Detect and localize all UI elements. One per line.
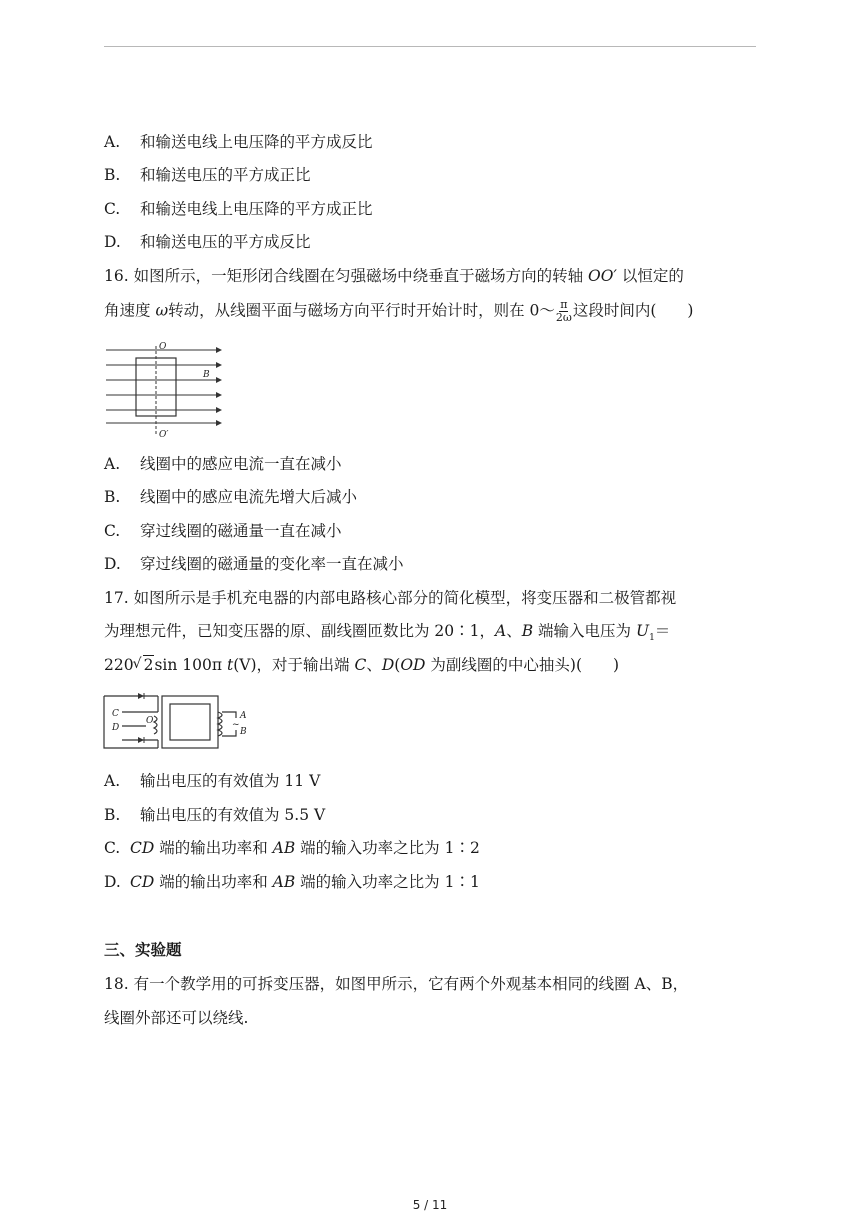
fig-label-o-prime: O′ bbox=[159, 430, 169, 440]
q17-option-c: C. CD 端的输出功率和 AB 端的输入功率之比为 1∶2 bbox=[104, 839, 480, 857]
q15-option-a: A. 和输送电线上电压降的平方成反比 bbox=[104, 133, 373, 151]
fig-label-a: A bbox=[240, 711, 247, 721]
page-number: 5 / 11 bbox=[412, 1198, 448, 1212]
q17-option-a: A. 输出电压的有效值为 11 V bbox=[104, 772, 321, 790]
fig-label-b: B bbox=[203, 370, 210, 380]
q16-stem-line2: 角速度 ω转动，从线圈平面与磁场方向平行时开始计时，则在 0～ $\frac{\pi}{2\omega}$ 这段时间内( ) bbox=[104, 298, 694, 324]
q15-option-c: C. 和输送电线上电压降的平方成正比 bbox=[104, 200, 373, 218]
q16-option-c: C. 穿过线圈的磁通量一直在减小 bbox=[104, 522, 342, 540]
fig-label-o: O bbox=[159, 342, 167, 352]
q17-stem-line2: 为理想元件，已知变压器的原、副线圈匝数比为 20∶1，A、B 端输入电压为 $U_1=$ bbox=[104, 622, 671, 644]
q17-stem-line3: 220√ 2sin 100π t(V)，对于输出端 C、D(OD 为副线圈的中心抽头)( ) bbox=[104, 655, 619, 675]
q17-option-b: B. 输出电压的有效值为 5.5 V bbox=[104, 806, 326, 824]
q16-option-d: D. 穿过线圈的磁通量的变化率一直在减小 bbox=[104, 555, 404, 573]
q16-option-a: A. 线圈中的感应电流一直在减小 bbox=[104, 455, 342, 473]
fig-label-b: B bbox=[240, 727, 247, 737]
sqrt: √ 2 bbox=[134, 655, 155, 675]
fig-label-tilde: ~ bbox=[232, 720, 240, 730]
q16-stem-line1: 16. 如图所示，一矩形闭合线圈在匀强磁场中绕垂直于磁场方向的转轴 OO′ 以恒定的 bbox=[104, 267, 684, 285]
q16-coil-figure bbox=[104, 342, 224, 440]
fig-label-o: O bbox=[146, 716, 154, 726]
header-rule bbox=[104, 46, 756, 47]
q15-option-d: D. 和输送电压的平方成反比 bbox=[104, 233, 311, 251]
q18-stem-line2: 线圈外部还可以绕线. bbox=[104, 1009, 249, 1027]
section-heading: 三、实验题 bbox=[104, 941, 182, 959]
q17-stem-line1: 17. 如图所示是手机充电器的内部电路核心部分的简化模型，将变压器和二极管都视 bbox=[104, 589, 677, 607]
q18-stem-line1: 18. 有一个教学用的可拆变压器，如图甲所示，它有两个外观基本相同的线圈 A、B， bbox=[104, 975, 689, 993]
fig-label-d: D bbox=[112, 723, 120, 733]
q16-option-b: B. 线圈中的感应电流先增大后减小 bbox=[104, 488, 358, 506]
fraction: $\frac{\pi}{2\omega}$ bbox=[555, 298, 572, 324]
q15-option-b: B. 和输送电压的平方成正比 bbox=[104, 166, 311, 184]
q17-transformer-figure bbox=[102, 690, 252, 754]
q17-option-d: D. CD 端的输出功率和 AB 端的输入功率之比为 1∶1 bbox=[104, 873, 480, 891]
fig-label-c: C bbox=[112, 709, 119, 719]
